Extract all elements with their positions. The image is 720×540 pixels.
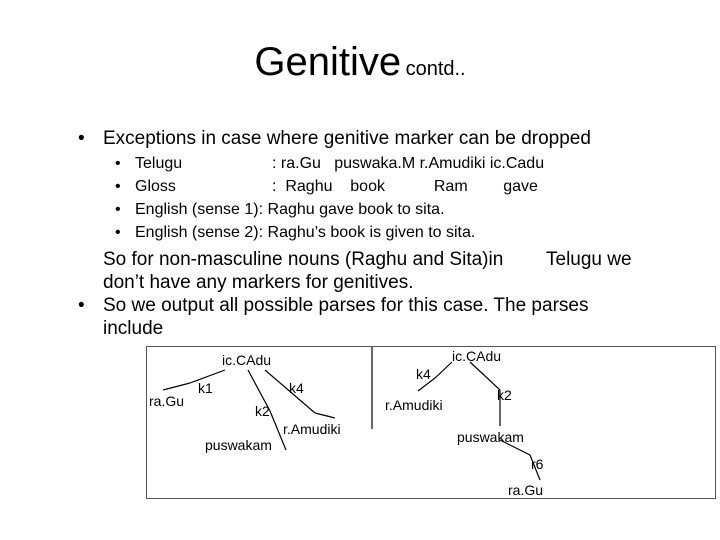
bullet-dot: • [78,295,85,316]
bullet-parses: So we output all possible parses for this case. The parses [103,295,589,316]
edge2-k4 [435,362,452,378]
tree1-root: ic.CAdu [222,352,272,368]
edge-k1-b [163,383,190,390]
title-sub: contd.. [405,58,466,80]
tree1-k1: k1 [198,380,213,396]
title-main: Genitive [254,40,402,84]
tree1-ramudiki: r.Amudiki [283,421,341,437]
tree2-ragu: ra.Gu [508,482,544,498]
tree1-puswakam: puswakam [205,437,272,453]
bullet-dot: • [78,128,85,149]
bullet-exceptions: Exceptions in case where genitive marker can be dropped [103,128,591,149]
tree2-puswakam: puswakam [457,429,524,445]
para-line: don’t have any markers for genitives. [103,272,414,293]
sub-item-label: English (sense 2): [135,224,268,241]
tree2-ramudiki: r.Amudiki [385,397,443,413]
sub-item-label: English (sense 1): [135,201,268,218]
edge-k4-b [315,413,335,418]
tree2-root: ic.CAdu [452,348,502,364]
bullet-parses-cont: include [103,318,164,339]
tree1-k2: k2 [255,403,270,419]
sub-item-label: Gloss [135,178,176,195]
sub-item-english-2: • English (sense 2): Raghu’s book is given to sita. [115,224,476,241]
tree2-k4: k4 [416,366,431,382]
edge2-k2 [470,362,500,390]
tree1-ragu: ra.Gu [149,393,185,409]
tree2-k2: k2 [497,387,512,403]
sub-item-value: Raghu gave book to sita. [267,201,445,218]
sub-item-value: : Raghu book Ram gave [272,178,538,195]
tree1-k4: k4 [289,380,304,396]
sub-item-gloss: • Gloss [115,178,176,195]
tree2-r6: r6 [531,456,544,472]
para-line: So for non-masculine nouns (Raghu and Sita)in [103,249,504,270]
sub-item-label: Telugu [135,155,183,172]
sub-item-english-1: • English (sense 1): Raghu gave book to sita. [115,201,445,218]
sub-item-value: Raghu’s book is given to sita. [267,224,476,241]
sub-item-telugu: • Telugu [115,155,183,172]
sub-item-value: : ra.Gu puswaka.M r.Amudiki ic.Cadu [272,155,545,172]
para-line-end: Telugu we [546,249,632,270]
